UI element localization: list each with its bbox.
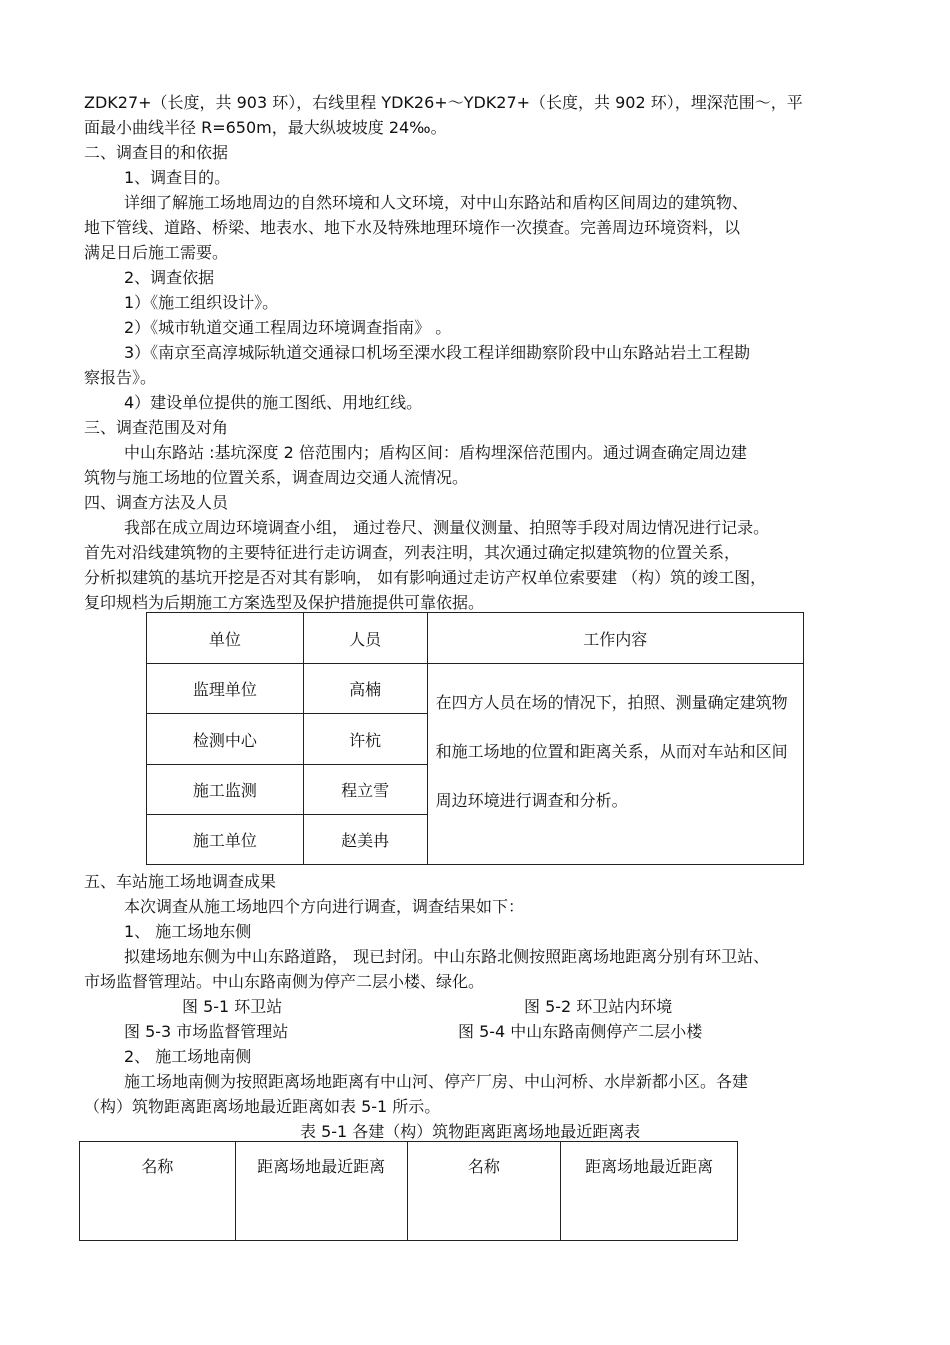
text-line: 四、调查方法及人员 bbox=[84, 493, 229, 512]
text-line: 1、 施工场地东侧 bbox=[124, 922, 252, 941]
text-line: ZDK27+（长度，共 903 环），右线里程 YDK26+～YDK27+（长度，共 902 环），埋深范围～，平 bbox=[84, 93, 803, 112]
text-line: 2、调查依据 bbox=[124, 268, 215, 287]
text-line: 施工场地南侧为按照距离场地距离有中山河、停产厂房、中山河桥、水岸新都小区。各建 bbox=[124, 1072, 749, 1091]
text-line: 1）《施工组织设计》。 bbox=[124, 293, 279, 312]
table-header-row bbox=[147, 613, 804, 664]
unit-cell: 监理单位 bbox=[147, 664, 304, 714]
text-line: 二、调查目的和依据 bbox=[84, 143, 229, 162]
table-row bbox=[147, 664, 804, 714]
text-line: 中山东路站 :基坑深度 2 倍范围内；盾构区间：盾构埋深倍范围内。通过调查确定周边建 bbox=[124, 443, 747, 462]
text-line: 面最小曲线半径 R=650m，最大纵坡坡度 24‰。 bbox=[84, 118, 447, 137]
text-line: 图 5-3 市场监督管理站 bbox=[124, 1022, 289, 1041]
unit-cell: 检测中心 bbox=[147, 714, 304, 765]
text-line: 分析拟建筑的基坑开挖是否对其有影响， 如有影响通过走访产权单位索要建 （构）筑的竣工图， bbox=[84, 568, 767, 587]
text-line: 图 5-4 中山东路南侧停产二层小楼 bbox=[458, 1022, 703, 1041]
text-line: 复印规档为后期施工方案选型及保护措施提供可靠依据。 bbox=[84, 593, 485, 612]
personnel-table bbox=[146, 612, 804, 865]
person-cell: 赵美冉 bbox=[303, 815, 427, 865]
text-line: 1、调查目的。 bbox=[124, 168, 231, 187]
work-content-cell: 在四方人员在场的情况下，拍照、测量确定建筑物和施工场地的位置和距离关系，从而对车站和区间周边环境进行调查和分析。 bbox=[427, 664, 803, 865]
table-header-row bbox=[80, 1142, 738, 1241]
header-distance: 距离场地最近距离 bbox=[235, 1142, 407, 1241]
header-person: 人员 bbox=[303, 613, 427, 664]
text-line: 详细了解施工场地周边的自然环境和人文环境，对中山东路站和盾构区间周边的建筑物、 bbox=[124, 193, 749, 212]
header-name: 名称 bbox=[407, 1142, 561, 1241]
text-line: （构）筑物距离距离场地最近距离如表 5-1 所示。 bbox=[84, 1097, 441, 1116]
text-line: 三、调查范围及对角 bbox=[84, 418, 229, 437]
text-line: 拟建场地东侧为中山东路道路， 现已封闭。中山东路北侧按照距离场地距离分别有环卫站、 bbox=[124, 947, 770, 966]
unit-cell: 施工单位 bbox=[147, 815, 304, 865]
text-line: 筑物与施工场地的位置关系，调查周边交通人流情况。 bbox=[84, 468, 469, 487]
text-line: 满足日后施工需要。 bbox=[84, 243, 229, 262]
person-cell: 许杭 bbox=[303, 714, 427, 765]
header-name: 名称 bbox=[80, 1142, 236, 1241]
person-cell: 高楠 bbox=[303, 664, 427, 714]
person-cell: 程立雪 bbox=[303, 765, 427, 815]
text-line: 图 5-2 环卫站内环境 bbox=[524, 997, 673, 1016]
text-line: 3）《南京至高淳城际轨道交通禄口机场至溧水段工程详细勘察阶段中山东路站岩土工程勘 bbox=[124, 343, 751, 362]
text-line: 首先对沿线建筑物的主要特征进行走访调查，列表注明，其次通过确定拟建筑物的位置关系， bbox=[84, 543, 741, 562]
text-line: 本次调查从施工场地四个方向进行调查，调查结果如下： bbox=[124, 897, 525, 916]
distance-table bbox=[79, 1141, 738, 1241]
unit-cell: 施工监测 bbox=[147, 765, 304, 815]
text-line: 图 5-1 环卫站 bbox=[182, 997, 283, 1016]
text-line: 察报告》。 bbox=[84, 368, 157, 387]
text-line: 2）《城市轨道交通工程周边环境调查指南》 。 bbox=[124, 318, 452, 337]
text-line: 市场监督管理站。中山东路南侧为停产二层小楼、绿化。 bbox=[84, 972, 485, 991]
text-line: 地下管线、道路、桥梁、地表水、地下水及特殊地理环境作一次摸查。完善周边环境资料，以 bbox=[84, 218, 741, 237]
text-line: 表 5-1 各建（构）筑物距离距离场地最近距离表 bbox=[300, 1122, 641, 1141]
text-line: 2、 施工场地南侧 bbox=[124, 1047, 252, 1066]
header-unit: 单位 bbox=[147, 613, 304, 664]
text-line: 我部在成立周边环境调查小组， 通过卷尺、测量仪测量、拍照等手段对周边情况进行记录。 bbox=[124, 518, 770, 537]
text-line: 五、车站施工场地调查成果 bbox=[84, 872, 277, 891]
text-line: 4）建设单位提供的施工图纸、用地红线。 bbox=[124, 393, 423, 412]
header-distance: 距离场地最近距离 bbox=[561, 1142, 738, 1241]
header-work-content: 工作内容 bbox=[427, 613, 803, 664]
